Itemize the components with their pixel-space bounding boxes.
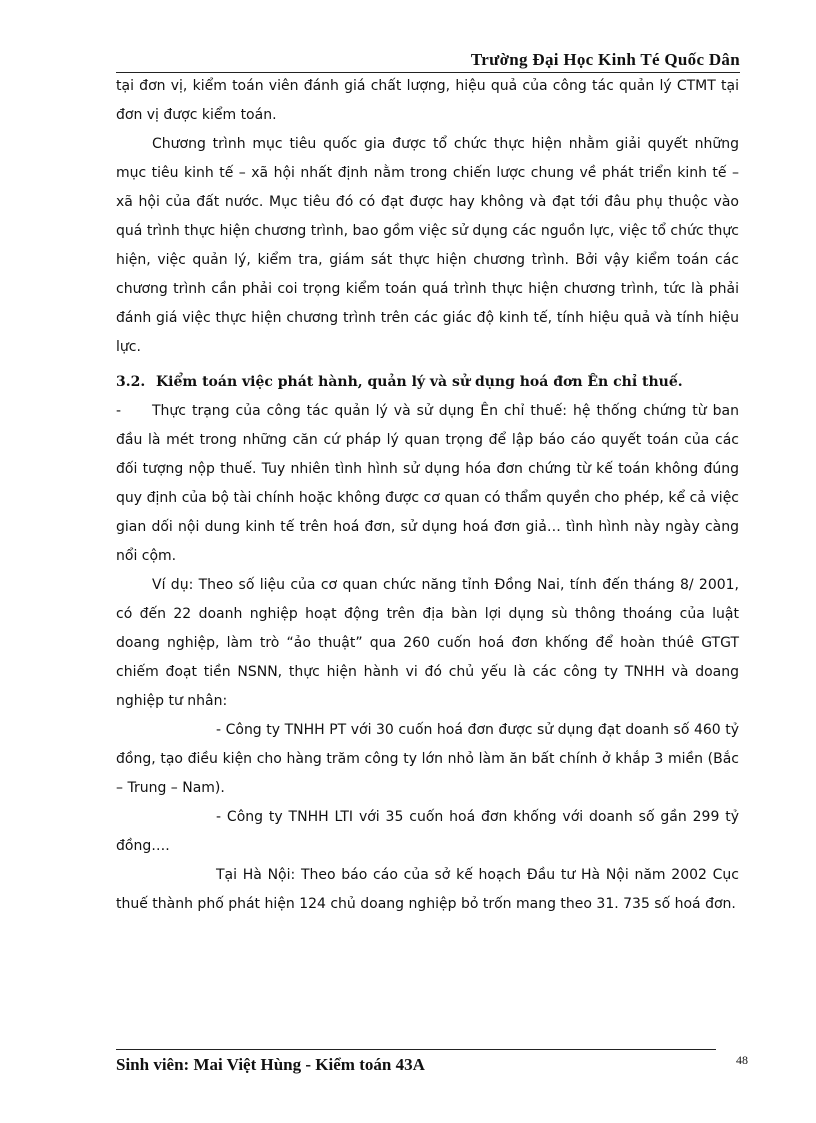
page-number: 48 [736,1053,748,1067]
paragraph-2: Chương trình mục tiêu quốc gia được tổ chức thực hiện nhằm giải quyết những mục tiêu kinh tế – xã hội nhất định nằm trong chiến lược chung về phát triển kinh tế – xã hội của đất nước. Mục tiêu đó có đạt được hay không và đạt tới đâu phụ thuộc vào quá trình thực hiện chương trình, bao gồm việc sử dụng các nguồn lực, việc tổ chức thực hiện, việc quản lý, kiểm tra, giám sát thực hiện chương trình. Bởi vậy kiểm toán các chương trình cần phải coi trọng kiểm toán quá trình thực hiện chương trình, tức là phải đánh giá việc thực hiện chương trình trên các giác độ kinh tế, tính hiệu quả và tính hiệu lực. [116,136,739,355]
page-body [116,72,739,919]
paragraph-4: Ví dụ: Theo số liệu của cơ quan chức năng tỉnh Đồng Nai, tính đến tháng 8/ 2001, có đến 22 doanh nghiệp hoạt động trên địa bàn lợi dụng sù thông thoáng của luật doang nghiệp, làm trò “ảo thuật” qua 260 cuốn hoá đơn khống để hoàn thúê GTGT chiếm đoạt tiền NSNN, thực hiện hành vi đó chủ yếu là các công ty TNHH và doang nghiệp tư nhân: [116,577,739,709]
paragraph-3-text: Thực trạng của công tác quản lý và sử dụng Ên chỉ thuế: hệ thống chứng từ ban đầu là mét trong những căn cứ pháp lý quan trọng để lập báo cáo quyết toán của các đối tượng nộp thuế. Tuy nhiên tình hình sử dụng hóa đơn chứng từ kế toán không đúng quy định của bộ tài chính hoặc không được cơ quan có thẩm quyền cho phép, kể cả việc gian dối nội dung kinh tế trên hoá đơn, sử dụng hoá đơn giả… tình hình này ngày càng nổi cộm. [116,403,739,564]
footer-author: Sinh viên: Mai Việt Hùng - Kiểm toán 43A [116,1055,425,1074]
paragraph-7: Tại Hà Nội: Theo báo cáo của sở kế hoạch Đầu tư Hà Nội năm 2002 Cục thuế thành phố phát hiện 124 chủ doang nghiệp bỏ trốn mang theo 31. 735 số hoá đơn. [116,867,739,912]
section-title: Kiểm toán việc phát hành, quản lý và sử dụng hoá đơn Ên chỉ thuế. [156,374,683,390]
section-heading [116,362,739,397]
paragraph-1: tại đơn vị, kiểm toán viên đánh giá chất lượng, hiệu quả của công tác quản lý CTMT tại đơn vị được kiểm toán. [116,78,739,123]
page-header [116,48,740,73]
paragraph-3 [116,397,739,571]
section-number: 3.2. [116,374,146,390]
paragraph-5: - Công ty TNHH PT với 30 cuốn hoá đơn được sử dụng đạt doanh số 460 tỷ đồng, tạo điều kiện cho hàng trăm công ty lớn nhỏ làm ăn bất chính ở khắp 3 miền (Bắc – Trung – Nam). [116,722,739,796]
bullet-dash: - [116,403,122,419]
header-title: Trường Đại Học Kinh Té Quốc Dân [470,50,740,69]
footer-divider [116,1049,716,1050]
paragraph-6: - Công ty TNHH LTI với 35 cuốn hoá đơn khống với doanh số gần 299 tỷ đồng…. [116,809,739,854]
